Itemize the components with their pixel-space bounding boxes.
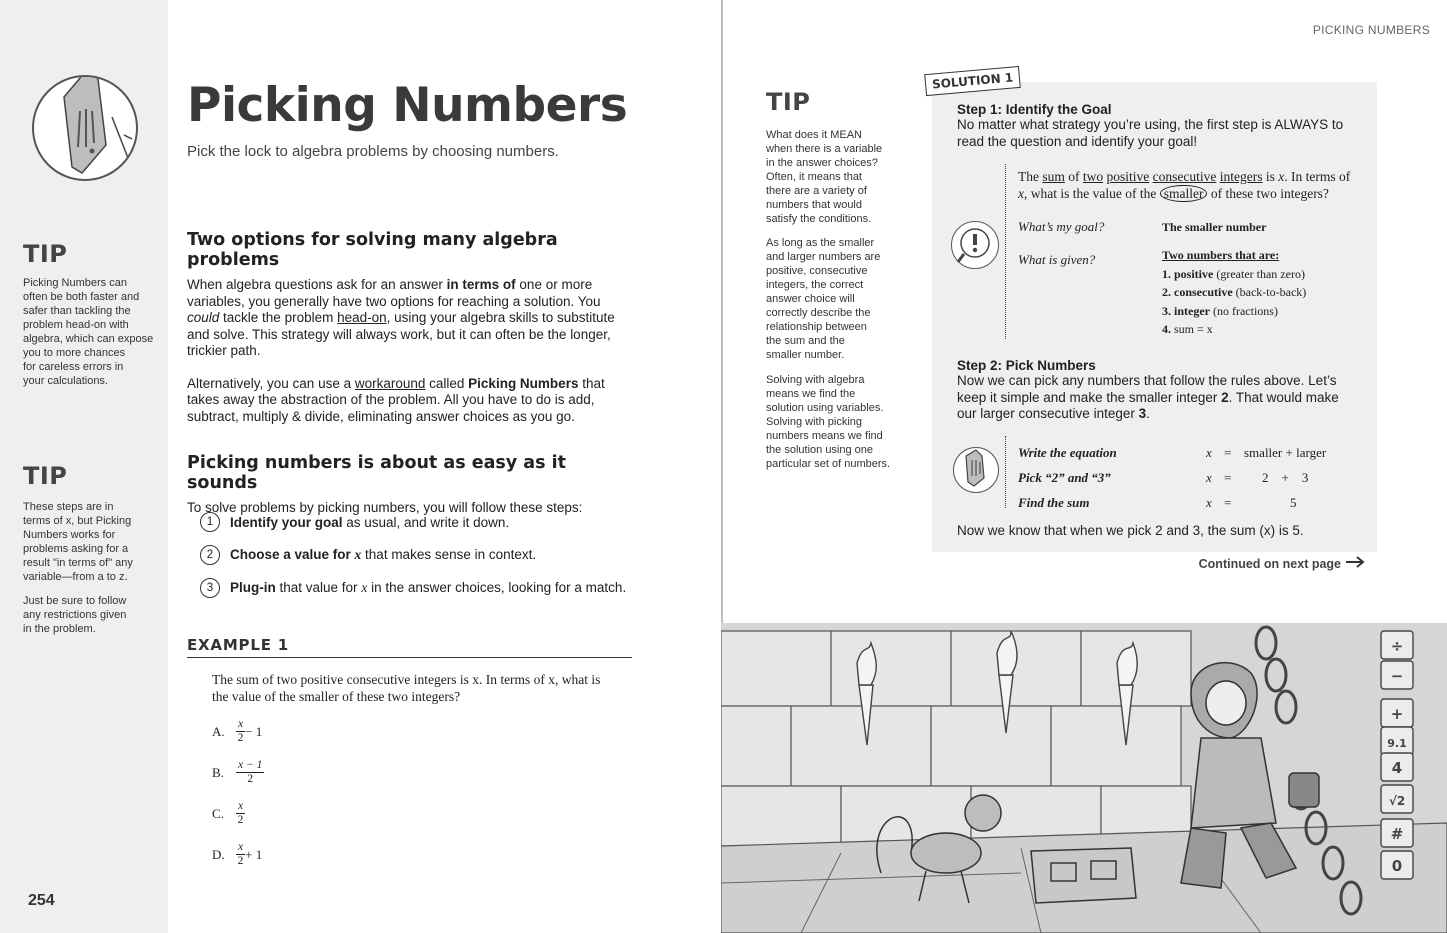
exclamation-icon — [951, 221, 999, 269]
step-text: Now we can pick any numbers that follow the rules above. Let’s keep it simple and make the smaller integer 2. That would make our larger consecutive integer 3. — [957, 373, 1339, 421]
answer-choice-d[interactable]: D. $\frac{x}{2}$ + 1 — [212, 841, 263, 867]
example-heading: EXAMPLE 1 — [187, 636, 632, 658]
answer-choice-a[interactable]: A. $\frac{x}{2}$ − 1 — [212, 718, 263, 744]
svg-text:0: 0 — [1391, 857, 1403, 875]
given-label: What is given? — [1018, 252, 1096, 267]
tip-text: Solving with algebra means we find the solution using variables. Solving with picking numbers means we find the solution using one particular set of numbers. — [766, 374, 891, 470]
conclusion-text: Now we know that when we pick 2 and 3, the sum (x) is 5. — [957, 523, 1304, 538]
lockpick-icon — [32, 75, 138, 181]
equation-row: Write the equation x = smaller + larger — [1018, 445, 1327, 460]
step-number-badge: 3 — [200, 578, 220, 598]
svg-text:9.1: 9.1 — [1387, 737, 1407, 750]
continued-link[interactable]: Continued on next page — [1199, 556, 1365, 571]
svg-text:√2: √2 — [1388, 794, 1406, 808]
temple-illustration — [721, 623, 1447, 933]
section-picking-numbers — [187, 453, 637, 517]
section-heading: Picking numbers is about as easy as it sounds — [187, 453, 566, 493]
goal-label: What’s my goal? — [1018, 219, 1105, 234]
equation-row: Pick “2” and “3” x = 2 + 3 — [1018, 470, 1309, 485]
running-head: PICKING NUMBERS — [1312, 23, 1430, 37]
section-two-options — [187, 230, 627, 425]
equation-row: Find the sum x = 5 — [1018, 495, 1297, 510]
step-item: 2 Choose a value for x that makes sense in context. — [200, 545, 536, 565]
paragraph: Alternatively, you can use a workaround called Picking Numbers that takes away the abstraction of the problem. All you have to do is add, subtract, multiply & divide, eliminating answer choices as you go. — [187, 375, 605, 424]
page-title: Picking Numbers — [187, 78, 628, 133]
dotted-divider — [1005, 436, 1006, 508]
circled-word: smaller — [1160, 185, 1208, 202]
step-heading: Step 1: Identify the Goal — [957, 102, 1112, 117]
tip-heading: TIP — [23, 240, 68, 268]
svg-text:−: − — [1390, 667, 1404, 685]
step-heading: Step 2: Pick Numbers — [957, 358, 1096, 373]
answer-choice-b[interactable]: B. $\frac{x - 1}{2}$ — [212, 759, 263, 785]
arrow-right-icon — [1345, 556, 1365, 571]
step-item: 3 Plug-in that value for x in the answer choices, looking for a match. — [200, 578, 626, 598]
section-heading: Two options for solving many algebra problems — [187, 230, 558, 270]
svg-text:÷: ÷ — [1390, 637, 1404, 655]
lockpick-icon — [953, 447, 999, 493]
tip-sidebar-1 — [23, 240, 153, 388]
goal-value: The smaller number — [1162, 220, 1267, 234]
step1-block — [957, 102, 1367, 150]
given-list: Two numbers that are: 1. positive (greater than zero) 2. consecutive (back-to-back) 3. integer (no fractions) 4. sum = x — [1162, 248, 1307, 336]
paragraph: To solve problems by picking numbers, you will follow these steps: — [187, 500, 583, 515]
step-number-badge: 1 — [200, 512, 220, 532]
step2-block — [957, 358, 1367, 423]
goal-question: The sum of two positive consecutive integers is x. In terms of x, what is the value of the smaller of these two integers? — [1018, 169, 1351, 201]
tip-text: As long as the smaller and larger numbers are positive, consecutive integers, the correct answer choice will correctly describe the relationship between the sum and the smaller number. — [766, 237, 881, 361]
page-subtitle: Pick the lock to algebra problems by choosing numbers. — [187, 143, 559, 160]
equation-table — [1018, 440, 1326, 515]
svg-text:#: # — [1390, 825, 1404, 843]
step-item: 1 Identify your goal as usual, and write it down. — [200, 512, 509, 532]
paragraph: When algebra questions ask for an answer in terms of one or more variables, you generally have two options for reaching a solution. You could tackle the problem head-on, using your algebra skills to substitute and solve. This strategy will always work, but it can often be the longer, trickier path. — [187, 277, 615, 358]
answer-choice-c[interactable]: C. $\frac{x}{2}$ — [212, 800, 244, 826]
step-text: No matter what strategy you’re using, the first step is ALWAYS to read the question and identify your goal! — [957, 117, 1344, 149]
tip-text: These steps are in terms of x, but Picking Numbers works for problems asking for a result "in terms of" any variable—from a to z. Just be sure to follow any restrictions given in the problem. — [23, 501, 133, 635]
example-question: The sum of two positive consecutive integers is x. In terms of x, what is the value of the smaller of these two integers? — [212, 672, 601, 704]
svg-text:4: 4 — [1391, 759, 1403, 777]
tip-sidebar-2 — [23, 462, 133, 636]
dotted-divider — [1005, 164, 1006, 339]
page-number: 254 — [28, 892, 55, 909]
tip-text: Picking Numbers can often be both faster and safer than tackling the problem head-on with algebra, which can expose you to more chances for careless errors in your calculations. — [23, 277, 154, 387]
tip-text: What does it MEAN when there is a variable in the answer choices? Often, it means that there are a variety of numbers that would satisfy the conditions. — [766, 129, 883, 225]
svg-text:+: + — [1390, 705, 1404, 723]
step-number-badge: 2 — [200, 545, 220, 565]
tip-heading: TIP — [766, 88, 811, 116]
tip-heading: TIP — [23, 462, 68, 490]
solution-tag: SOLUTION 1 — [924, 66, 1021, 96]
